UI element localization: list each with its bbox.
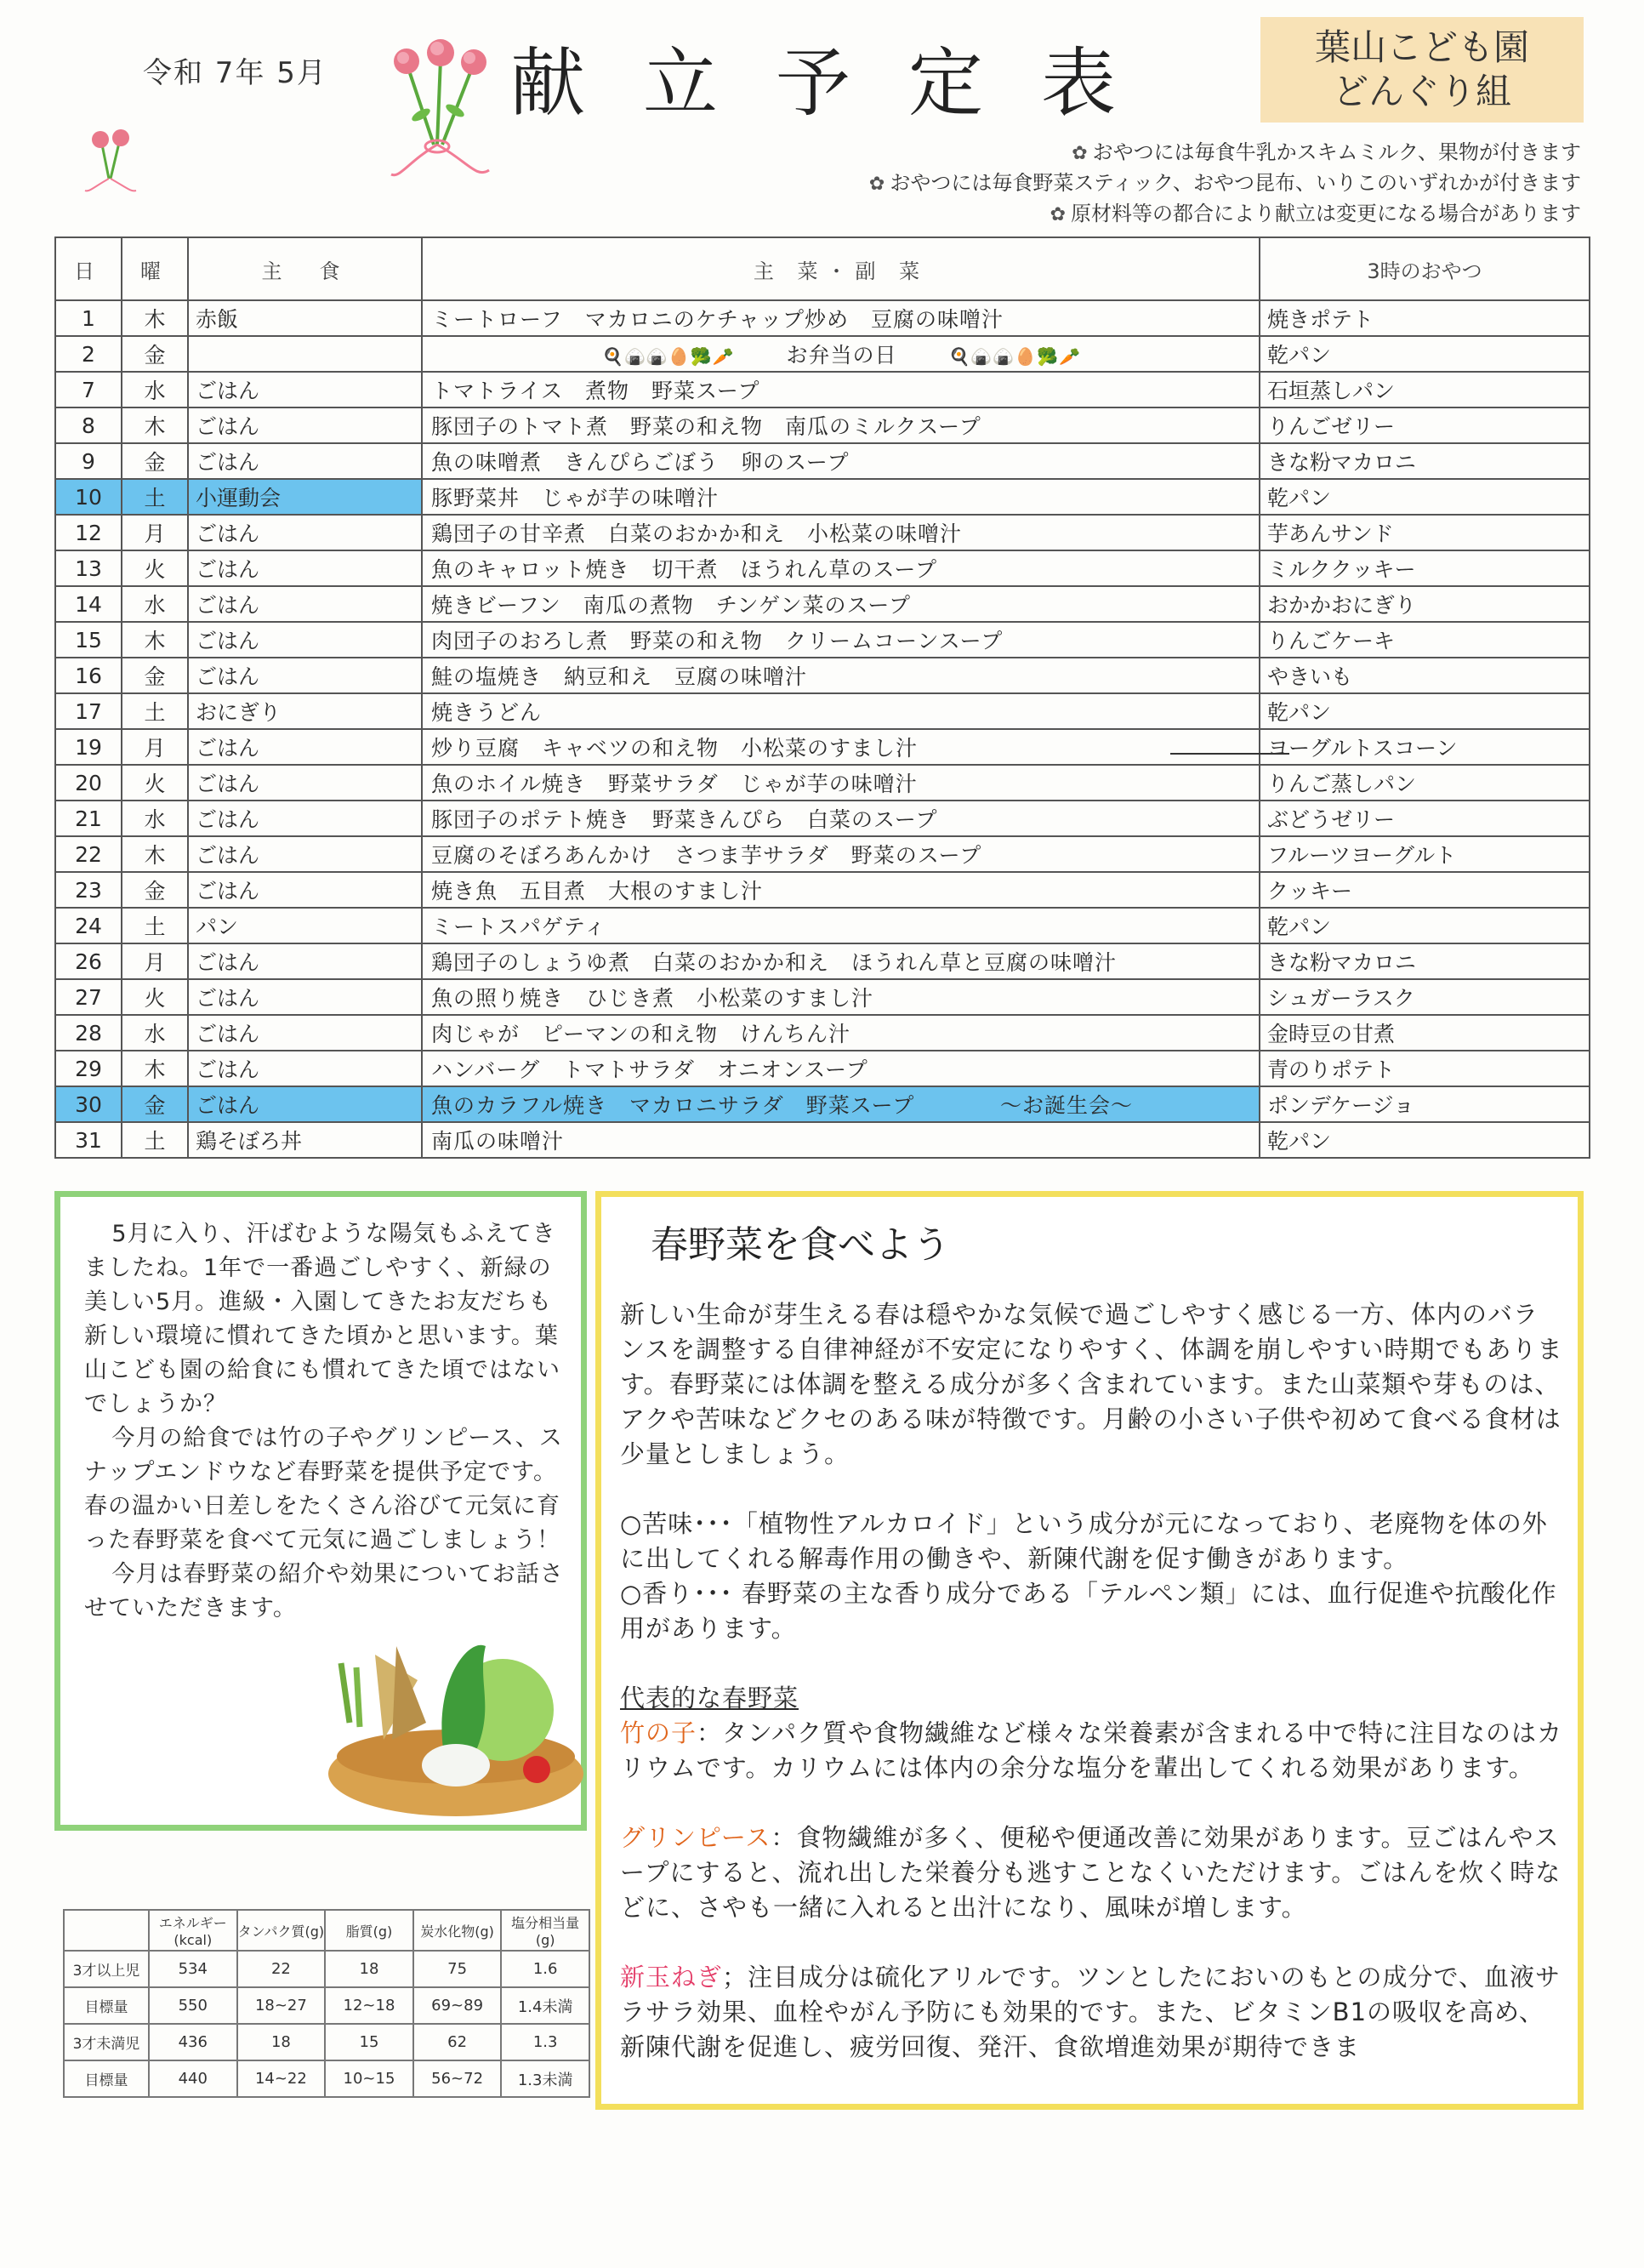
nutrition-row <box>64 1987 589 2024</box>
menu-row <box>55 300 1590 336</box>
day-cell: 10 <box>55 479 122 515</box>
notes <box>869 138 1581 230</box>
weekday-cell: 土 <box>122 908 188 943</box>
nutrition-header: タンパク質(g) <box>237 1910 326 1951</box>
nutrition-value: 550 <box>149 1987 237 2024</box>
birthday-event-label: ～お誕生会～ <box>999 1093 1133 1118</box>
day-cell: 26 <box>55 943 122 979</box>
sides-cell: 豚団子のトマト煮 野菜の和え物 南瓜のミルクスープ <box>422 407 1260 443</box>
snack-cell: ミルククッキー <box>1260 550 1590 586</box>
sides-cell: 焼きビーフン 南瓜の煮物 チンゲン菜のスープ <box>422 586 1260 622</box>
staple-cell: ごはん <box>188 836 422 872</box>
message-box <box>54 1191 587 1831</box>
pen-mark <box>1170 751 1289 756</box>
aroma-paragraph: ○香り･･･ 春野菜の主な香り成分である「テルペン類」には、血行促進や抗酸化作用があります。 <box>620 1579 1557 1643</box>
message-paragraph: 今月の給食では竹の子やグリンピース、スナップエンドウなど春野菜を提供予定です。春の温かい日差しをたくさん浴びて元気に育った春野菜を食べて元気に過ごしましょう！ <box>84 1425 563 1553</box>
weekday-cell: 火 <box>122 550 188 586</box>
snack-cell: 青のりポテト <box>1260 1051 1590 1086</box>
weekday-cell: 木 <box>122 407 188 443</box>
sides-cell: ミートスパゲティ <box>422 908 1260 943</box>
nutrition-row-label: 目標量 <box>64 1987 149 2024</box>
menu-row <box>55 372 1590 407</box>
note-item: ✿ おやつには毎食野菜スティック、おやつ昆布、いりこのいずれかが付きます <box>869 168 1581 199</box>
onion-label: 新玉ねぎ <box>620 1963 723 1992</box>
menu-row <box>55 622 1590 658</box>
peas-paragraph: グリンピース：食物繊維が多く、便秘や便通改善に効果があります。豆ごはんやスープにすると、流れ出した栄養分も逃すことなくいただけます。ごはんを炊く時などに、さやも一緒に入れると出汁になり、風味が増します。 <box>620 1823 1562 1922</box>
snack-cell: 乾パン <box>1260 693 1590 729</box>
nutrition-value: 22 <box>237 1951 326 1987</box>
nutrition-value: 56~72 <box>413 2060 502 2097</box>
bamboo-label: 竹の子 <box>620 1718 697 1747</box>
day-cell: 20 <box>55 765 122 801</box>
menu-body <box>55 300 1590 1158</box>
staple-cell: ごはん <box>188 515 422 550</box>
nutrition-value: 436 <box>149 2024 237 2060</box>
weekday-cell: 金 <box>122 658 188 693</box>
sides-cell: 焼きうどん <box>422 693 1260 729</box>
class-name: どんぐり組 <box>1332 71 1511 112</box>
day-cell: 31 <box>55 1122 122 1158</box>
day-cell: 21 <box>55 801 122 836</box>
snack-cell: シュガーラスク <box>1260 979 1590 1015</box>
nutrition-value: 534 <box>149 1951 237 1987</box>
sides-cell: 炒り豆腐 キャベツの和え物 小松菜のすまし汁 <box>422 729 1260 765</box>
snack-cell: 乾パン <box>1260 1122 1590 1158</box>
snack-cell: フルーツヨーグルト <box>1260 836 1590 872</box>
staple-cell: ごはん <box>188 372 422 407</box>
snack-cell: りんごゼリー <box>1260 407 1590 443</box>
sides-cell: ミートローフ マカロニのケチャップ炒め 豆腐の味噌汁 <box>422 300 1260 336</box>
lunchbox-day-label: お弁当の日 <box>786 343 897 368</box>
school-name: 葉山こども園 <box>1314 26 1529 68</box>
staple-cell <box>188 336 422 372</box>
sides-cell: 南瓜の味噌汁 <box>422 1122 1260 1158</box>
snack-cell: 乾パン <box>1260 908 1590 943</box>
day-cell: 28 <box>55 1015 122 1051</box>
weekday-cell: 水 <box>122 801 188 836</box>
day-cell: 2 <box>55 336 122 372</box>
sides-cell: ハンバーグ トマトサラダ オニオンスープ <box>422 1051 1260 1086</box>
note-item: ✿ 原材料等の都合により献立は変更になる場合があります <box>869 199 1581 230</box>
weekday-cell: 火 <box>122 979 188 1015</box>
weekday-cell: 水 <box>122 372 188 407</box>
nutrition-value: 18 <box>237 2024 326 2060</box>
flower-icon: ✿ <box>1050 204 1066 225</box>
day-cell: 15 <box>55 622 122 658</box>
sides-cell: 鶏団子の甘辛煮 白菜のおかか和え 小松菜の味噌汁 <box>422 515 1260 550</box>
menu-row <box>55 872 1590 908</box>
section-title: 春野菜を食べよう <box>651 1223 950 1267</box>
menu-row <box>55 443 1590 479</box>
nutrition-header-row <box>64 1910 589 1951</box>
vegetable-basket-illustration <box>316 1629 596 1825</box>
nutrition-value: 440 <box>149 2060 237 2097</box>
nutrition-value: 75 <box>413 1951 502 1987</box>
day-cell: 30 <box>55 1086 122 1122</box>
snack-cell: 焼きポテト <box>1260 300 1590 336</box>
menu-row <box>55 550 1590 586</box>
nutrition-value: 1.6 <box>501 1951 589 1987</box>
header-snack: 3時のおやつ <box>1260 237 1590 300</box>
menu-row <box>55 1051 1590 1086</box>
menu-row <box>55 479 1590 515</box>
day-cell: 24 <box>55 908 122 943</box>
menu-row <box>55 693 1590 729</box>
message-paragraph: 今月は春野菜の紹介や効果についてお話させていただきます。 <box>84 1561 564 1621</box>
day-cell: 23 <box>55 872 122 908</box>
sides-cell: 肉じゃが ピーマンの和え物 けんちん汁 <box>422 1015 1260 1051</box>
menu-row <box>55 765 1590 801</box>
snack-cell: やきいも <box>1260 658 1590 693</box>
nutrition-value: 12~18 <box>325 1987 413 2024</box>
weekday-cell: 水 <box>122 586 188 622</box>
staple-cell: ごはん <box>188 872 422 908</box>
staple-cell: ごはん <box>188 1051 422 1086</box>
day-cell: 19 <box>55 729 122 765</box>
onion-paragraph: 新玉ねぎ；注目成分は硫化アリルです。ツンとしたにおいのもとの成分で、血液サラサラ効果、血栓やがん予防にも効果的です。また、ビタミンB1の吸収を高め、新陳代謝を促進し、疲労回復、発汗、食欲増進効果が期待できま <box>620 1963 1561 2061</box>
weekday-cell: 土 <box>122 1122 188 1158</box>
sides-cell: 魚のキャロット焼き 切干煮 ほうれん草のスープ <box>422 550 1260 586</box>
snack-cell: 石垣蒸しパン <box>1260 372 1590 407</box>
sides-cell: トマトライス 煮物 野菜スープ <box>422 372 1260 407</box>
staple-cell: ごはん <box>188 729 422 765</box>
weekday-cell: 木 <box>122 622 188 658</box>
sides-cell <box>422 336 1260 372</box>
nutrition-header: 脂質(g) <box>325 1910 413 1951</box>
weekday-cell: 金 <box>122 443 188 479</box>
snack-cell: 金時豆の甘煮 <box>1260 1015 1590 1051</box>
flower-icon: ✿ <box>1072 143 1088 164</box>
header-day: 日 <box>55 237 122 300</box>
snack-cell: りんご蒸しパン <box>1260 765 1590 801</box>
weekday-cell: 土 <box>122 693 188 729</box>
staple-cell: 赤飯 <box>188 300 422 336</box>
day-cell: 8 <box>55 407 122 443</box>
menu-row <box>55 1015 1590 1051</box>
bamboo-paragraph: 竹の子：タンパク質や食物繊維など様々な栄養素が含まれる中で特に注目なのはカリウムです。カリウムには体内の余分な塩分を輩出してくれる効果があります。 <box>620 1718 1562 1782</box>
snack-cell: おかかおにぎり <box>1260 586 1590 622</box>
bitter-paragraph: ○苦味･･･「植物性アルカロイド」という成分が元になっており、老廃物を体の外に出してくれる解毒作用の働きや、新陳代謝を促す働きがあります。 <box>620 1509 1548 1573</box>
nutrition-row-label: 目標量 <box>64 2060 149 2097</box>
staple-cell: ごはん <box>188 658 422 693</box>
menu-row <box>55 515 1590 550</box>
note-item: ✿ おやつには毎食牛乳かスキムミルク、果物が付きます <box>869 138 1581 168</box>
nutrition-header: エネルギー(kcal) <box>149 1910 237 1951</box>
sides-cell: 豆腐のそぼろあんかけ さつま芋サラダ 野菜のスープ <box>422 836 1260 872</box>
weekday-cell: 木 <box>122 1051 188 1086</box>
aroma-label: ○香り <box>620 1579 694 1608</box>
class-name-box <box>1260 17 1584 123</box>
nutrition-row <box>64 2060 589 2097</box>
day-cell: 22 <box>55 836 122 872</box>
menu-row <box>55 801 1590 836</box>
nutrition-value: 1.4未満 <box>501 1987 589 2024</box>
nutrition-header <box>64 1910 149 1951</box>
header-staple: 主 食 <box>188 237 422 300</box>
bitter-label: ○苦味 <box>620 1509 694 1538</box>
sides-cell: 豚団子のポテト焼き 野菜きんぴら 白菜のスープ <box>422 801 1260 836</box>
nutrition-value: 14~22 <box>237 2060 326 2097</box>
staple-cell: ごはん <box>188 801 422 836</box>
staple-cell: ごはん <box>188 622 422 658</box>
staple-cell: パン <box>188 908 422 943</box>
weekday-cell: 木 <box>122 836 188 872</box>
day-cell: 14 <box>55 586 122 622</box>
message-text <box>84 1217 569 1626</box>
staple-cell: ごはん <box>188 1015 422 1051</box>
nutrition-row-label: 3才以上児 <box>64 1951 149 1987</box>
staple-cell: ごはん <box>188 407 422 443</box>
staple-cell: 小運動会 <box>188 479 422 515</box>
staple-cell: ごはん <box>188 443 422 479</box>
menu-header-row <box>55 237 1590 300</box>
menu-row <box>55 943 1590 979</box>
day-cell: 16 <box>55 658 122 693</box>
sides-cell: 魚のカラフル焼き マカロニサラダ 野菜スープ ～お誕生会～ <box>422 1086 1260 1122</box>
staple-cell: ごはん <box>188 1086 422 1122</box>
sides-cell: 鶏団子のしょうゆ煮 白菜のおかか和え ほうれん草と豆腐の味噌汁 <box>422 943 1260 979</box>
menu-row <box>55 979 1590 1015</box>
representative-heading: 代表的な春野菜 <box>620 1684 799 1712</box>
snack-cell: きな粉マカロニ <box>1260 443 1590 479</box>
day-cell: 12 <box>55 515 122 550</box>
weekday-cell: 木 <box>122 300 188 336</box>
menu-row <box>55 658 1590 693</box>
nutrition-header: 塩分相当量(g) <box>501 1910 589 1951</box>
staple-cell: おにぎり <box>188 693 422 729</box>
sides-cell: 魚の照り焼き ひじき煮 小松菜のすまし汁 <box>422 979 1260 1015</box>
menu-row <box>55 729 1590 765</box>
nutrition-value: 10~15 <box>325 2060 413 2097</box>
weekday-cell: 火 <box>122 765 188 801</box>
menu-row <box>55 336 1590 372</box>
nutrition-row-label: 3才未満児 <box>64 2024 149 2060</box>
snack-cell: りんごケーキ <box>1260 622 1590 658</box>
spring-vegetable-box <box>595 1191 1584 2110</box>
staple-cell: ごはん <box>188 943 422 979</box>
message-paragraph: 5月に入り、汗ばむような陽気もふえてきましたね。1年で一番過ごしやすく、新緑の美しい5月。進級・入園してきたお友だちも新しい環境に慣れてきた頃かと思います。葉山こども園の給食にも慣れてきた頃ではないでしょうか？ <box>84 1221 560 1417</box>
weekday-cell: 土 <box>122 479 188 515</box>
header-dow: 曜 <box>122 237 188 300</box>
weekday-cell: 月 <box>122 515 188 550</box>
nutrition-row <box>64 1951 589 1987</box>
flower-icon: ✿ <box>868 174 885 195</box>
nutrition-value: 62 <box>413 2024 502 2060</box>
weekday-cell: 月 <box>122 729 188 765</box>
lunchbox-food-icon: 🍳🍙🍙🥚🥦🥕 <box>948 346 1081 367</box>
peas-label: グリンピース <box>620 1823 771 1852</box>
snack-cell: ヨーグルトスコーン <box>1260 729 1590 765</box>
weekday-cell: 金 <box>122 1086 188 1122</box>
snack-cell: 乾パン <box>1260 336 1590 372</box>
sides-cell: 魚の味噌煮 きんぴらごぼう 卵のスープ <box>422 443 1260 479</box>
menu-row <box>55 836 1590 872</box>
nutrition-row <box>64 2024 589 2060</box>
snack-cell: クッキー <box>1260 872 1590 908</box>
menu-row <box>55 586 1590 622</box>
staple-cell: ごはん <box>188 586 422 622</box>
menu-month: 令和 7年 5月 <box>143 56 327 90</box>
staple-cell: ごはん <box>188 765 422 801</box>
nutrition-table <box>63 1909 590 2098</box>
nutrition-value: 1.3 <box>501 2024 589 2060</box>
staple-cell: ごはん <box>188 550 422 586</box>
weekday-cell: 水 <box>122 1015 188 1051</box>
weekday-cell: 月 <box>122 943 188 979</box>
sides-cell: 鮭の塩焼き 納豆和え 豆腐の味噌汁 <box>422 658 1260 693</box>
weekday-cell: 金 <box>122 872 188 908</box>
intro-paragraph: 新しい生命が芽生える春は穏やかな気候で過ごしやすく感じる一方、体内のバランスを調整する自律神経が不安定になりやすく、体調を崩しやすい時期でもあります。春野菜には体調を整える成分が多く含まれています。また山菜類や芽ものは、アクや苦味などクセのある味が特徴です。月齢の小さい子供や初めて食べる食材は少量としましょう。 <box>620 1300 1563 1468</box>
snack-cell: きな粉マカロニ <box>1260 943 1590 979</box>
menu-row <box>55 1086 1590 1122</box>
nutrition-value: 18 <box>325 1951 413 1987</box>
day-cell: 29 <box>55 1051 122 1086</box>
day-cell: 13 <box>55 550 122 586</box>
snack-cell: ポンデケージョ <box>1260 1086 1590 1122</box>
day-cell: 7 <box>55 372 122 407</box>
header-sides: 主 菜・副 菜 <box>422 237 1260 300</box>
staple-cell: ごはん <box>188 979 422 1015</box>
menu-table <box>54 236 1590 1159</box>
menu-row <box>55 407 1590 443</box>
nutrition-body <box>64 1951 589 2097</box>
carnation-illustration <box>374 34 502 187</box>
snack-cell: 乾パン <box>1260 479 1590 515</box>
staple-cell: 鶏そぼろ丼 <box>188 1122 422 1158</box>
sides-cell: 豚野菜丼 じゃが芋の味噌汁 <box>422 479 1260 515</box>
day-cell: 17 <box>55 693 122 729</box>
snack-cell: 芋あんサンド <box>1260 515 1590 550</box>
nutrition-header: 炭水化物(g) <box>413 1910 502 1951</box>
menu-row <box>55 1122 1590 1158</box>
day-cell: 9 <box>55 443 122 479</box>
section-body <box>620 1297 1564 2065</box>
nutrition-value: 15 <box>325 2024 413 2060</box>
sides-cell: 肉団子のおろし煮 野菜の和え物 クリームコーンスープ <box>422 622 1260 658</box>
nutrition-value: 18~27 <box>237 1987 326 2024</box>
menu-row <box>55 908 1590 943</box>
lunchbox-food-icon: 🍳🍙🍙🥚🥦🥕 <box>602 346 735 367</box>
weekday-cell: 金 <box>122 336 188 372</box>
snack-cell: ぶどうゼリー <box>1260 801 1590 836</box>
small-carnation-illustration <box>77 119 145 196</box>
day-cell: 27 <box>55 979 122 1015</box>
page-title: 献立予定表 <box>510 39 1175 127</box>
sides-cell: 魚のホイル焼き 野菜サラダ じゃが芋の味噌汁 <box>422 765 1260 801</box>
day-cell: 1 <box>55 300 122 336</box>
nutrition-value: 1.3未満 <box>501 2060 589 2097</box>
sides-cell: 焼き魚 五目煮 大根のすまし汁 <box>422 872 1260 908</box>
nutrition-value: 69~89 <box>413 1987 502 2024</box>
